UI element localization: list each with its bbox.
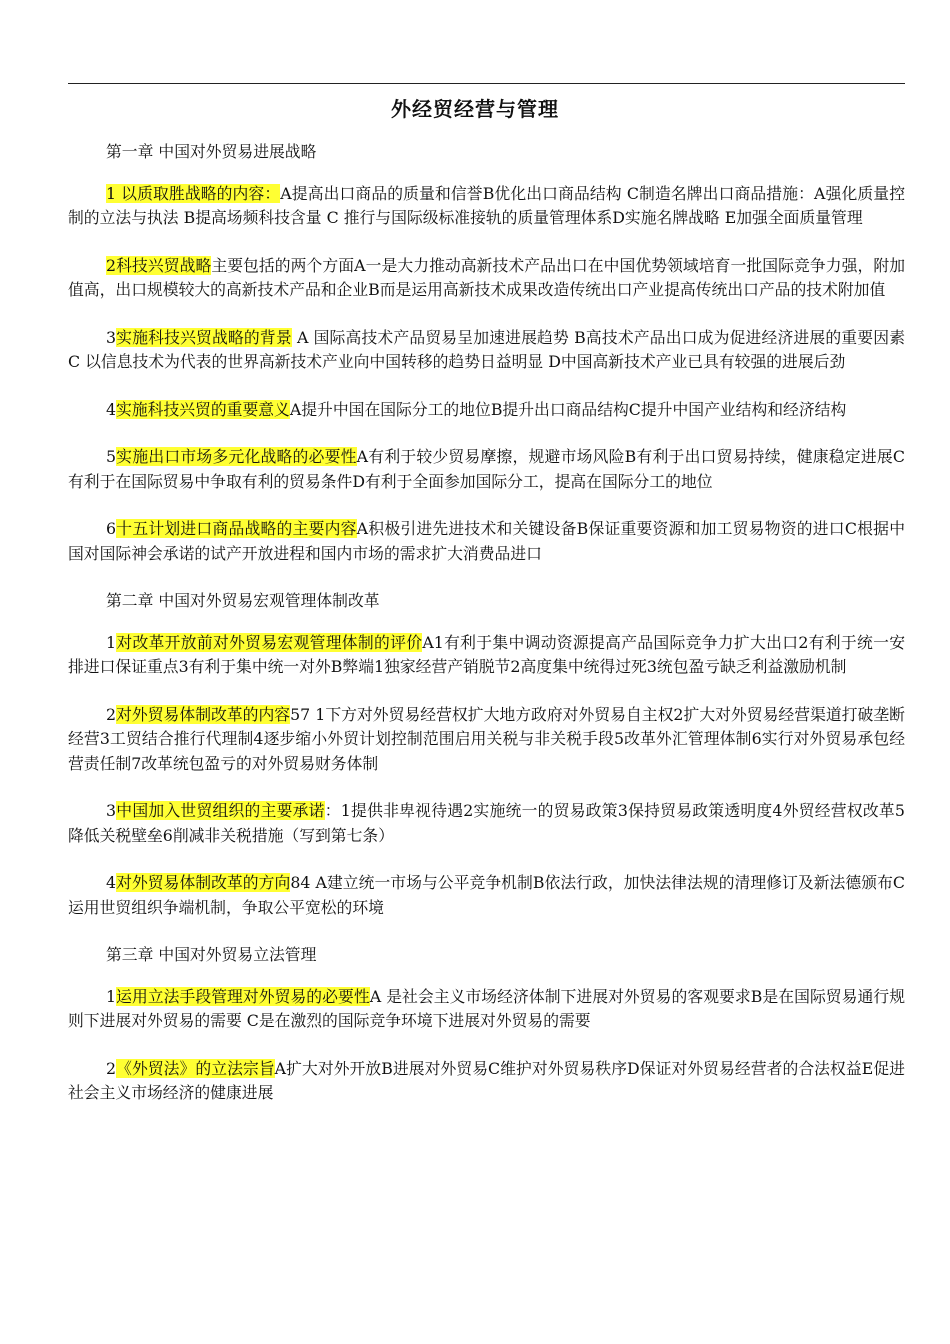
list-item (68, 985, 905, 1034)
list-item (68, 871, 905, 920)
item-body: A 是社会主义市场经济体制下进展对外贸易的客观要求B是在国际贸易通行规则下进展对外贸易的需要 C是在激烈的国际竞争环境下进展对外贸易的需要 (68, 986, 905, 1030)
list-item (68, 703, 905, 777)
item-number: 1 (106, 632, 117, 652)
chapter-heading: 第三章 中国对外贸易立法管理 (106, 945, 317, 964)
item-body: 57 1下方对外贸易经营权扩大地方政府对外贸易自主权2扩大对外贸易经营渠道打破垄断经营3工贸结合推行代理制4逐步缩小外贸计划控制范围启用关税与非关税手段5改革外汇管理体制6实行对外贸易承包经营责任制7改革统包盈亏的对外贸易财务体制 (68, 704, 905, 773)
header-rule (68, 83, 905, 84)
item-number: 1 (106, 986, 117, 1006)
item-topic-highlight: 实施科技兴贸的重要意义 (116, 399, 290, 419)
item-topic-highlight: 运用立法手段管理对外贸易的必要性 (116, 986, 370, 1006)
list-item (68, 631, 905, 680)
chapter-heading: 第二章 中国对外贸易宏观管理体制改革 (106, 591, 380, 610)
item-topic-highlight: 2科技兴贸战略 (106, 255, 212, 275)
item-number: 2 (106, 704, 117, 724)
list-item (68, 517, 905, 566)
list-item (68, 1057, 905, 1106)
item-body: A提高出口商品的质量和信誉B优化出口商品结构 C制造名牌出口商品措施：A强化质量控制的立法与执法 B提高场频科技含量 C 推行与国际级标准接轨的质量管理体系D实施名牌战略 E加强全面质量管理 (68, 183, 905, 227)
item-body: A 国际高技术产品贸易呈加速进展趋势 B高技术产品出口成为促进经济进展的重要因素 C 以信息技术为代表的世界高新技术产业向中国转移的趋势日益明显 D中国高新技术产业已具有较强的进展后劲 (68, 327, 905, 371)
item-body: 主要包括的两个方面A一是大力推动高新技术产品出口在中国优势领域培育一批国际竞争力强，附加值高，出口规模较大的高新技术产品和企业B而是运用高新技术成果改造传统出口产业提高传统出口产品的技术附加值 (68, 255, 905, 299)
item-body: A1有利于集中调动资源提高产品国际竞争力扩大出口2有利于统一安排进口保证重点3有利于集中统一对外B弊端1独家经营产销脱节2高度集中统得过死3统包盈亏缺乏利益激励机制 (68, 632, 905, 676)
item-topic-highlight: 实施科技兴贸战略的背景 (116, 327, 292, 347)
item-topic-highlight: 1 以质取胜战略的内容： (106, 183, 281, 203)
item-body: A有利于较少贸易摩擦，规避市场风险B有利于出口贸易持续，健康稳定进展C有利于在国际贸易中争取有利的贸易条件D有利于全面参加国际分工，提高在国际分工的地位 (68, 447, 905, 491)
document-title: 外经贸经营与管理 (391, 97, 559, 121)
item-number: 4 (106, 873, 117, 892)
document-body (68, 140, 905, 1129)
item-topic-highlight: 对外贸易体制改革的内容 (116, 704, 291, 724)
list-item (68, 326, 905, 375)
item-topic-highlight: 对改革开放前对外贸易宏观管理体制的评价 (116, 632, 423, 652)
item-number: 3 (106, 327, 117, 347)
item-body: A提升中国在国际分工的地位B提升出口商品结构C提升中国产业结构和经济结构 (289, 399, 847, 419)
list-item (68, 398, 905, 423)
item-number: 4 (106, 399, 117, 419)
item-number: 3 (106, 801, 117, 820)
item-number: 2 (106, 1058, 117, 1078)
item-topic-highlight: 实施出口市场多元化战略的必要性 (116, 447, 357, 466)
item-topic-highlight: 《外贸法》的立法宗旨 (116, 1058, 275, 1078)
list-item (68, 445, 905, 494)
item-body: A扩大对外开放B进展对外贸易C维护对外贸易秩序D保证对外贸易经营者的合法权益E促进社会主义市场经济的健康进展 (68, 1058, 905, 1102)
item-topic-highlight: 中国加入世贸组织的主要承诺 (116, 801, 325, 820)
item-body: 84 A建立统一市场与公平竞争机制B依法行政，加快法律法规的清理修订及新法德颁布C运用世贸组织争端机制，争取公平宽松的环境 (68, 873, 905, 917)
list-item (68, 799, 905, 848)
item-number: 5 (106, 447, 117, 466)
list-item (68, 182, 905, 231)
item-topic-highlight: 对外贸易体制改革的方向 (116, 873, 291, 892)
list-item (68, 254, 905, 303)
item-number: 6 (106, 519, 117, 538)
chapter-heading: 第一章 中国对外贸易进展战略 (106, 142, 317, 161)
item-topic-highlight: 十五计划进口商品战略的主要内容 (116, 519, 357, 538)
item-body: A积极引进先进技术和关键设备B保证重要资源和加工贸易物资的进口C根据中国对国际神会承诺的试产开放进程和国内市场的需求扩大消费品进口 (68, 519, 905, 563)
item-body: ：1提供非卑视待遇2实施统一的贸易政策3保持贸易政策透明度4外贸经营权改革5降低关税壁垒6削减非关税措施（写到第七条） (68, 801, 905, 845)
